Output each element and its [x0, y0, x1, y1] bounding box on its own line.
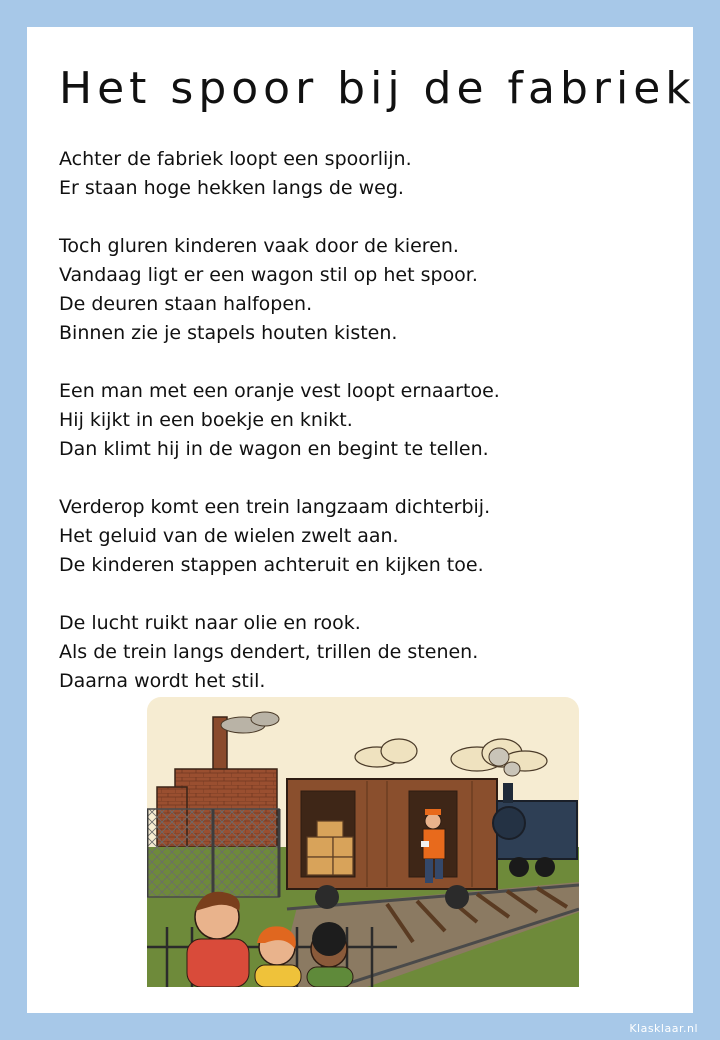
- story-text: [59, 145, 679, 725]
- stanza: [59, 493, 679, 580]
- train-illustration: [147, 697, 579, 987]
- text-line: Hij kijkt in een boekje en knikt.: [59, 409, 353, 431]
- stanza: [59, 232, 679, 348]
- text-line: Het geluid van de wielen zwelt aan.: [59, 525, 399, 547]
- text-line: Er staan hoge hekken langs de weg.: [59, 177, 404, 199]
- text-line: Toch gluren kinderen vaak door de kieren.: [59, 235, 459, 257]
- text-line: Als de trein langs dendert, trillen de stenen.: [59, 641, 479, 663]
- stanza: [59, 145, 679, 203]
- worksheet-page: [27, 27, 696, 1013]
- footer-credit: Klasklaar.nl: [629, 1022, 698, 1035]
- text-line: Daarna wordt het stil.: [59, 670, 266, 692]
- freight-wagon: [287, 779, 497, 909]
- stanza: [59, 377, 679, 464]
- stanza: [59, 609, 679, 696]
- page-title: Het spoor bij de fabriek: [59, 63, 696, 114]
- text-line: De kinderen stappen achteruit en kijken toe.: [59, 554, 484, 576]
- text-line: Achter de fabriek loopt een spoorlijn.: [59, 148, 412, 170]
- text-line: De deuren staan halfopen.: [59, 293, 313, 315]
- text-line: Binnen zie je stapels houten kisten.: [59, 322, 398, 344]
- chain-fence: [147, 809, 279, 897]
- text-line: De lucht ruikt naar olie en rook.: [59, 612, 361, 634]
- text-line: Dan klimt hij in de wagon en begint te tellen.: [59, 438, 489, 460]
- text-line: Een man met een oranje vest loopt ernaartoe.: [59, 380, 500, 402]
- text-line: Vandaag ligt er een wagon stil op het spoor.: [59, 264, 478, 286]
- text-line: Verderop komt een trein langzaam dichterbij.: [59, 496, 491, 518]
